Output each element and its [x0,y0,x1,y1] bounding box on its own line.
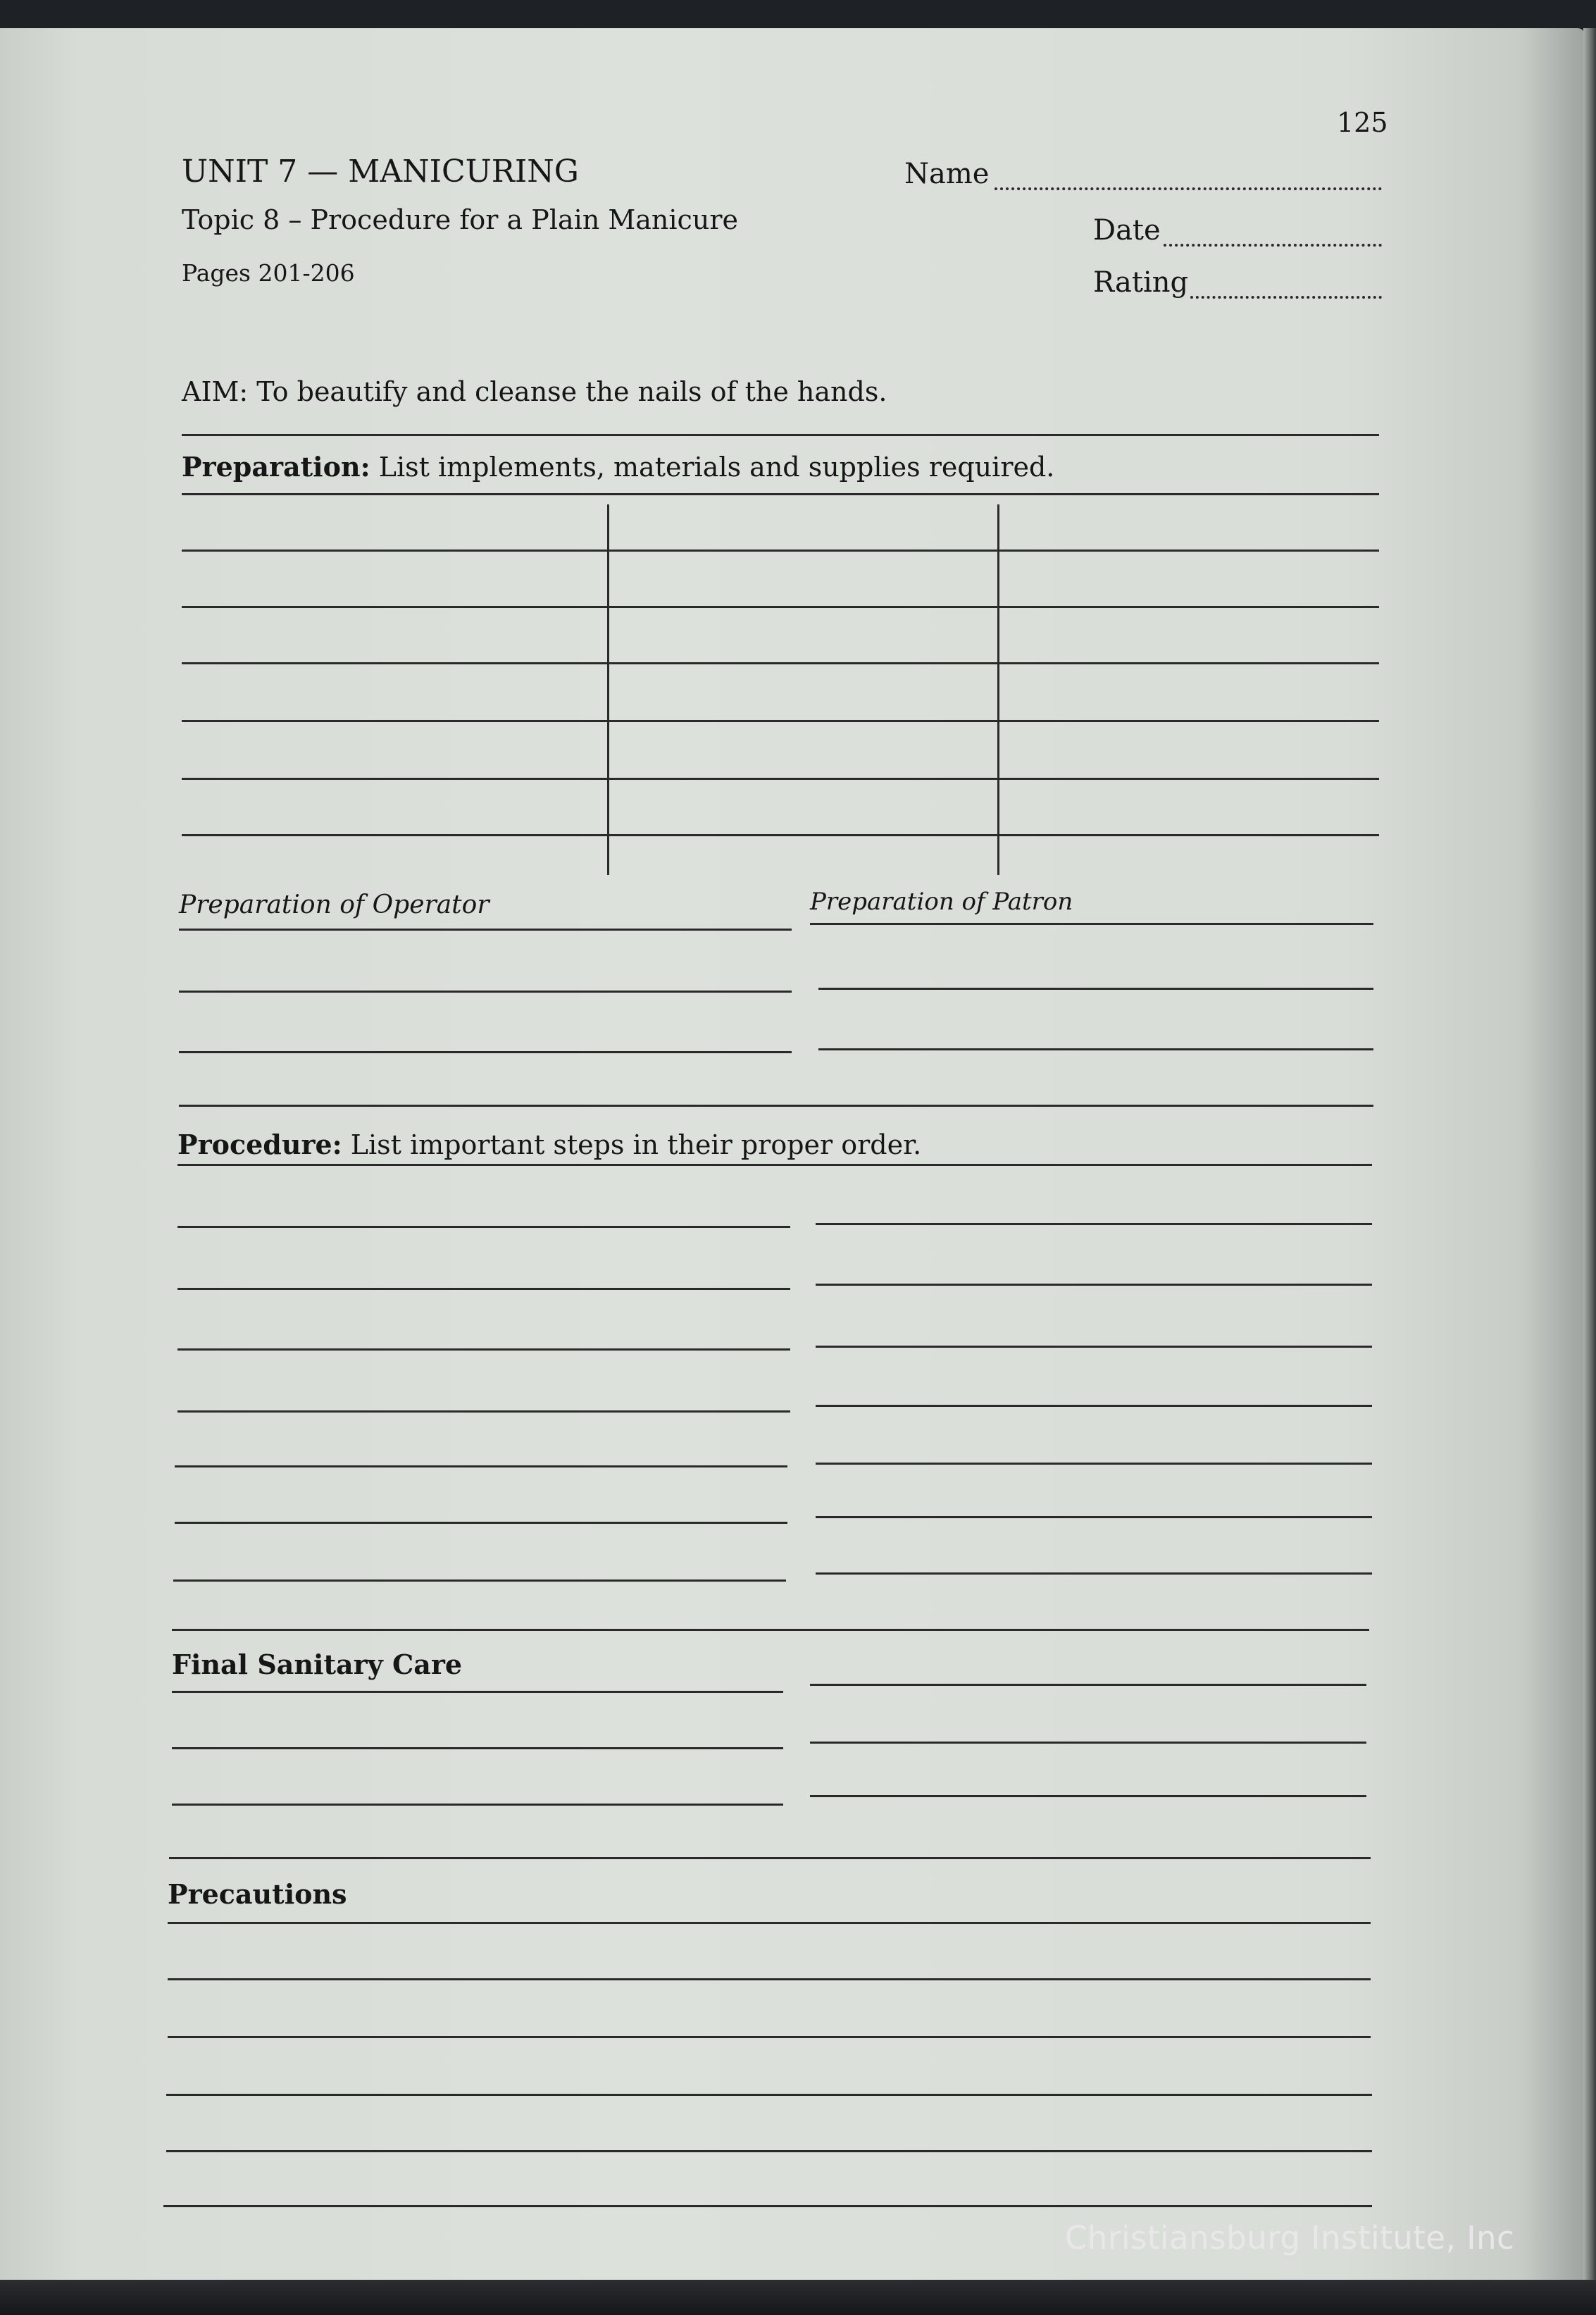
procedure-line-right[interactable] [816,1223,1372,1225]
implement-line[interactable] [182,720,1379,722]
procedure-line-right[interactable] [816,1516,1372,1518]
aim-rule [182,434,1379,436]
operator-line[interactable] [179,929,792,931]
procedure-line-left[interactable] [177,1288,790,1290]
implement-line[interactable] [182,778,1379,780]
patron-line[interactable] [810,923,1373,925]
precaution-line[interactable] [163,2205,1372,2207]
precaution-line[interactable] [168,1922,1371,1924]
preparation-text: List implements, materials and supplies required. [378,452,1055,483]
aim-text: To beautify and cleanse the nails of the hands. [256,376,887,407]
pages-reference: Pages 201-206 [182,259,355,287]
sanitary-line-right[interactable] [810,1742,1366,1744]
operator-label: Preparation of Operator [179,890,490,919]
date-field[interactable] [1164,244,1382,247]
precaution-line[interactable] [166,2150,1372,2152]
preparation-rule [182,493,1379,495]
procedure-row [177,1129,921,1160]
name-label: Name [904,158,990,190]
page-number: 125 [1337,107,1388,138]
preparation-label: Preparation: [182,451,370,483]
procedure-line-right[interactable] [816,1463,1372,1465]
precaution-line[interactable] [168,2036,1371,2038]
procedure-line-left[interactable] [177,1348,790,1351]
patron-label: Preparation of Patron [810,888,1073,916]
rating-label: Rating [1093,266,1189,299]
implement-line[interactable] [182,662,1379,664]
precautions-heading: Precautions [168,1878,347,1910]
procedure-line-left[interactable] [173,1579,786,1582]
table-divider-left [607,504,609,875]
procedure-text: List important steps in their proper order. [350,1129,922,1160]
rating-field[interactable] [1190,296,1382,299]
procedure-line-left[interactable] [177,1410,790,1413]
aim-label: AIM: [182,376,249,407]
bottom-shadow [0,2280,1596,2315]
sanitary-line-left[interactable] [172,1747,783,1749]
worksheet-page [0,28,1585,2290]
precaution-line[interactable] [168,1978,1371,1980]
implement-line[interactable] [182,834,1379,836]
procedure-line-right[interactable] [816,1346,1372,1348]
unit-title: UNIT 7 — MANICURING [182,154,579,190]
preparation-row [182,451,1054,483]
sanitary-line-right[interactable] [810,1795,1366,1797]
operator-line[interactable] [179,991,792,993]
patron-line[interactable] [818,988,1373,990]
page-edge [1583,28,1596,2290]
precaution-line[interactable] [166,2094,1372,2096]
section-rule [179,1105,1373,1107]
procedure-line-right[interactable] [816,1284,1372,1286]
implement-line[interactable] [182,606,1379,608]
sanitary-line-left[interactable] [172,1804,783,1806]
sanitary-line-left[interactable] [172,1691,783,1693]
name-field[interactable] [995,187,1382,190]
date-label: Date [1093,214,1161,247]
sanitary-line-right[interactable] [810,1684,1366,1686]
procedure-line[interactable] [177,1164,1372,1166]
topic-title: Topic 8 – Procedure for a Plain Manicure [182,204,738,235]
procedure-label: Procedure: [177,1129,342,1160]
operator-line[interactable] [179,1051,792,1053]
section-rule [169,1857,1371,1859]
final-sanitary-care-heading: Final Sanitary Care [172,1649,463,1680]
patron-line[interactable] [818,1048,1373,1050]
procedure-line-right[interactable] [816,1572,1372,1575]
aim-row [182,376,887,407]
table-divider-right [997,504,999,875]
procedure-line-left[interactable] [175,1522,787,1524]
procedure-line-left[interactable] [175,1465,787,1467]
section-rule [172,1629,1369,1631]
watermark: Christiansburg Institute, Inc [1065,2219,1515,2257]
implement-line[interactable] [182,550,1379,552]
procedure-line-right[interactable] [816,1405,1372,1407]
procedure-line-left[interactable] [177,1226,790,1228]
